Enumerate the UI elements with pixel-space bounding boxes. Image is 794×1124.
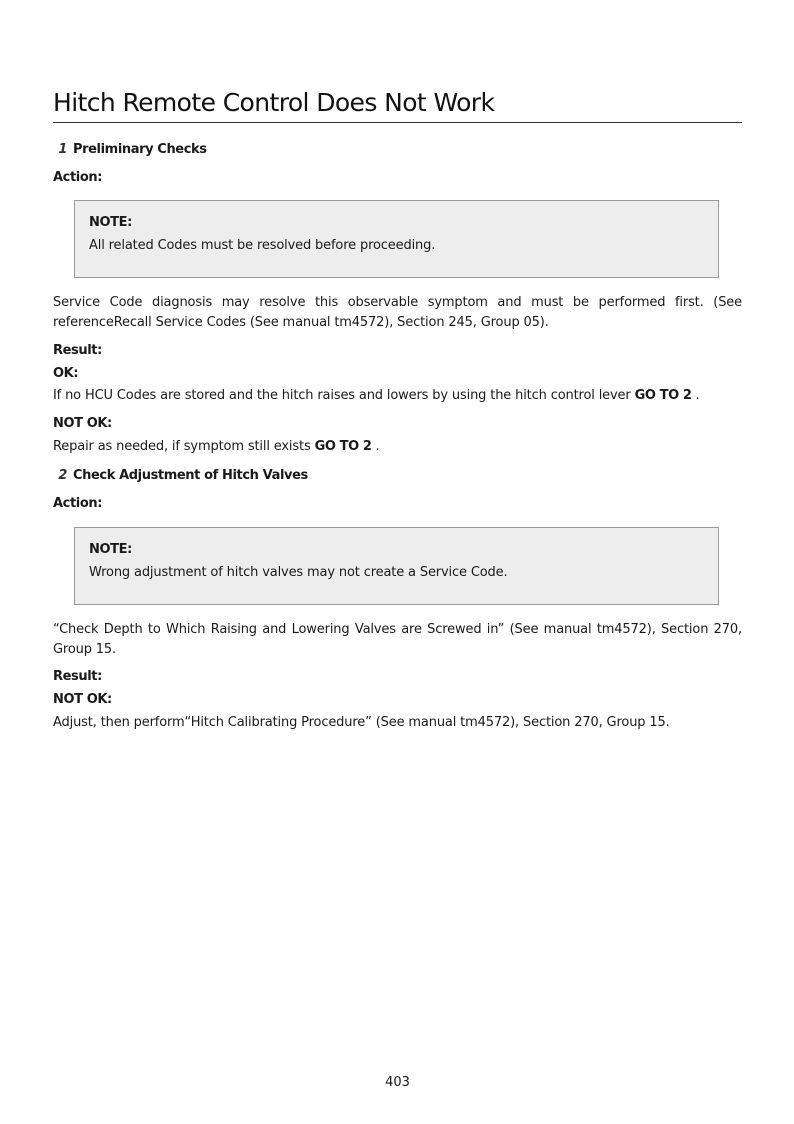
step-2-body: “Check Depth to Which Raising and Lowering Valves are Screwed in” (See manual tm4572), Section 270, Group 15. xyxy=(53,622,742,657)
goto-step-2-link[interactable]: GO TO 2 xyxy=(314,439,372,454)
step-1-ok-end: . xyxy=(691,388,700,403)
step-2-note-text: Wrong adjustment of hitch valves may not create a Service Code. xyxy=(89,565,508,580)
title-divider xyxy=(53,122,742,123)
step-1-heading xyxy=(53,141,207,159)
goto-step-2-link[interactable]: GO TO 2 xyxy=(634,388,692,403)
step-1-number: 1 xyxy=(58,142,67,157)
step-2-note-box xyxy=(74,527,719,605)
step-1-ok-label: OK: xyxy=(53,366,79,381)
step-2-number: 2 xyxy=(58,468,67,483)
step-2-not-ok-text: Adjust, then perform“Hitch Calibrating Procedure” (See manual tm4572), Section 270, Group 15. xyxy=(53,715,670,730)
step-1-not-ok-body: Repair as needed, if symptom still exists xyxy=(53,439,315,454)
step-1-note-box xyxy=(74,200,719,278)
step-2-note-title: NOTE: xyxy=(89,542,132,557)
page-number: 403 xyxy=(385,1075,410,1090)
step-2-not-ok-label: NOT OK: xyxy=(53,692,112,707)
document-page xyxy=(53,0,742,1124)
step-1-body: Service Code diagnosis may resolve this observable symptom and must be performed first. (See referenceRecall Service Codes (See manual tm4572), Section 245, Group 05). xyxy=(53,295,742,330)
step-1-not-ok-text xyxy=(53,437,742,457)
step-1-not-ok-label: NOT OK: xyxy=(53,416,112,431)
step-1-action-label: Action: xyxy=(53,170,103,185)
step-1-title: Preliminary Checks xyxy=(73,142,207,157)
step-1-ok-body: If no HCU Codes are stored and the hitch raises and lowers by using the hitch control lever xyxy=(53,388,635,403)
step-2-result-label: Result: xyxy=(53,669,102,684)
page-title: Hitch Remote Control Does Not Work xyxy=(53,88,495,117)
step-2-action-label: Action: xyxy=(53,496,103,511)
step-1-note-text: All related Codes must be resolved before proceeding. xyxy=(89,238,436,253)
step-1-result-label: Result: xyxy=(53,343,102,358)
step-1-ok-text xyxy=(53,386,742,406)
step-2-title: Check Adjustment of Hitch Valves xyxy=(73,468,308,483)
step-1-note-title: NOTE: xyxy=(89,215,132,230)
step-2-heading xyxy=(53,467,308,485)
step-1-not-ok-end: . xyxy=(371,439,380,454)
